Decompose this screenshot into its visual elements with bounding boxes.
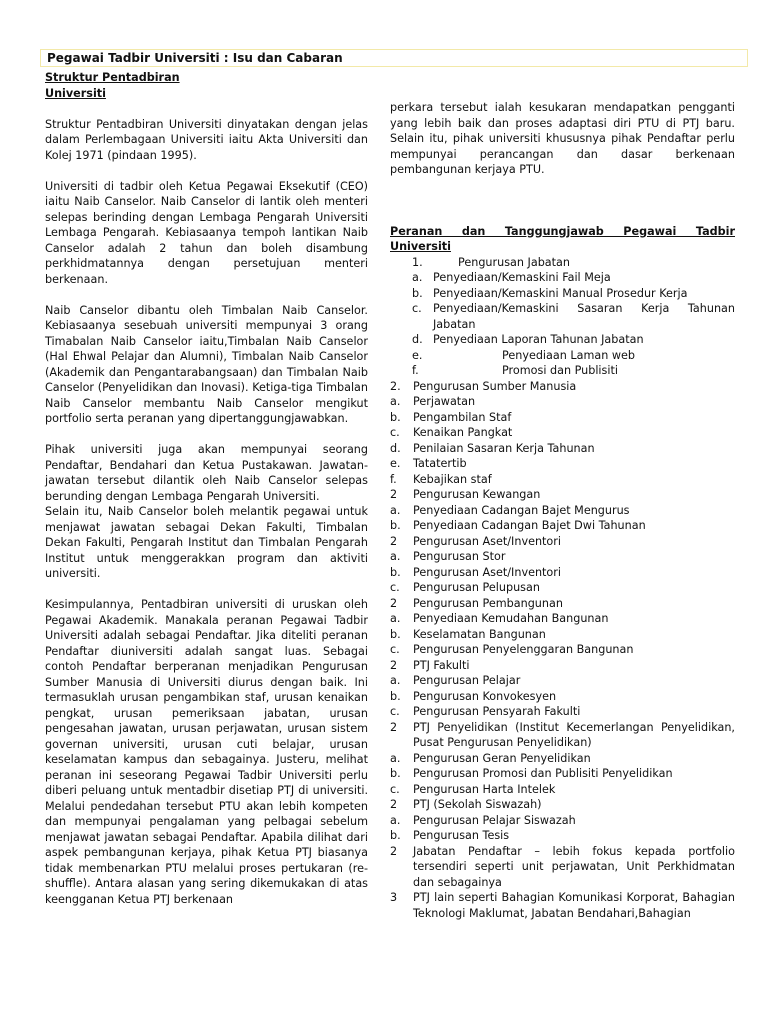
list-text: Pengurusan Pelajar Siswazah	[413, 813, 576, 827]
list-item	[390, 828, 735, 844]
list-text: Pengurusan Pelupusan	[413, 581, 540, 594]
list-item	[390, 534, 735, 550]
list-number: b.	[390, 829, 401, 842]
section-heading-structure	[45, 70, 368, 101]
paragraph-continuation: perkara tersebut ialah kesukaran mendapatkan pengganti yang lebih baik dan proses adaptasi diri PTU di PTJ baru. Selain itu, pihak universiti khususnya pihak Pendaftar perlu mempunyai perancangan dan dasar berkenaan pembangunan kerjaya PTU.	[390, 101, 735, 176]
list-number: 2	[390, 658, 398, 672]
list-text: Pengambilan Staf	[413, 410, 512, 424]
sub-list	[390, 270, 735, 379]
list-number: c.	[390, 426, 400, 439]
list-item	[390, 456, 735, 472]
list-item	[390, 844, 735, 891]
list-item	[390, 441, 735, 457]
list-text: Pengurusan Sumber Manusia	[413, 379, 577, 393]
list-text: Pengurusan Tesis	[413, 829, 510, 842]
list-number: 1.	[412, 255, 423, 269]
list-number: f.	[412, 364, 419, 377]
list-text: Pengurusan Harta Intelek	[413, 782, 556, 796]
list-item	[390, 425, 735, 441]
list-number: 2	[390, 844, 398, 858]
list-number: b.	[412, 286, 423, 300]
list-number: b.	[390, 627, 401, 641]
heading-line: Struktur Pentadbiran	[45, 71, 180, 84]
section-heading-roles: Peranan dan Tanggungjawab Pegawai Tadbir Universiti	[390, 224, 735, 253]
list-number: c.	[390, 643, 400, 656]
list-text: Keselamatan Bangunan	[413, 627, 546, 641]
list-item	[390, 751, 735, 767]
list-number: e.	[412, 348, 423, 362]
list-item	[390, 720, 735, 751]
list-item	[412, 286, 735, 302]
list-number: 2.	[390, 379, 401, 393]
paragraph: Naib Canselor dibantu oleh Timbalan Naib Canselor. Kebiasaanya sesebuah universiti mempunyai 3 orang Timabalan Naib Canselor iaitu,Timbalan Naib Canselor (Hal Ehwal Pelajar dan Alumni), Timbalan Naib Canselor (Akademik dan Pengantarabangsaan) dan Timbalan Naib Canselor (Penyelidikan dan Inovasi). Ketiga-tiga Timbalan Naib Canselor membantu Naib Canselor mengikut portfolio serta peranan yang dipertanggungjawabkan.	[45, 303, 368, 425]
list-item	[390, 782, 735, 798]
list-number: 2	[390, 596, 398, 610]
list-number: 2	[390, 720, 398, 734]
list-item	[390, 797, 735, 813]
list-item	[390, 673, 735, 689]
left-column	[45, 70, 368, 923]
list-text: PTJ Fakulti	[413, 658, 470, 672]
list-item	[390, 565, 735, 581]
list-text: Penyediaan Cadangan Bajet Dwi Tahunan	[413, 519, 646, 532]
list-item	[390, 394, 735, 410]
list-item	[412, 301, 735, 332]
list-item	[390, 410, 735, 426]
list-number: a.	[390, 503, 401, 517]
list-text: Kenaikan Pangkat	[413, 426, 513, 439]
list-number: 2	[390, 488, 398, 501]
list-number: c.	[412, 302, 422, 315]
list-text: Penilaian Sasaran Kerja Tahunan	[413, 441, 595, 455]
list-text: Penyediaan/Kemaskini Manual Prosedur Kerja	[433, 286, 688, 300]
list-text: Pengurusan Pensyarah Fakulti	[413, 705, 581, 718]
list-text: Pengurusan Konvokesyen	[413, 689, 557, 703]
list-text: Promosi dan Publisiti	[502, 364, 618, 377]
list-text: Pengurusan Kewangan	[413, 488, 541, 501]
list-number: 3	[390, 891, 398, 904]
list-item	[390, 611, 735, 627]
list-number: c.	[390, 705, 400, 718]
list-text: Pengurusan Stor	[413, 550, 506, 563]
list-number: e.	[390, 457, 401, 470]
list-item	[390, 642, 735, 658]
list-item	[412, 363, 735, 379]
list-text: Pengurusan Pembangunan	[413, 596, 563, 610]
list-item	[390, 890, 735, 921]
list-item	[412, 348, 735, 364]
list-number: d.	[390, 441, 401, 455]
list-text: Penyediaan Laporan Tahunan Jabatan	[433, 333, 644, 346]
paragraph: Selain itu, Naib Canselor boleh melantik pegawai untuk menjawat jawatan sebagai Dekan Fakulti, Timbalan Dekan Fakulti, Pengarah Institut dan Timbalan Pengarah Institut untuk menggerakkan program dan aktiviti universiti.	[45, 505, 368, 580]
list-number: a.	[412, 271, 423, 284]
list-number: a.	[390, 813, 401, 827]
list-number: f.	[390, 472, 397, 486]
list-number: b.	[390, 689, 401, 703]
list-text: Pengurusan Pelajar	[413, 674, 521, 687]
list-text: Pengurusan Promosi dan Publisiti Penyelidikan	[413, 767, 673, 780]
list-item	[390, 766, 735, 782]
list-number: a.	[390, 612, 401, 625]
list-text: PTJ Penyelidikan (Institut Kecemerlangan Penyelidikan, Pusat Pengurusan Penyelidikan)	[413, 720, 735, 749]
list-text: Tatatertib	[413, 457, 467, 470]
list-number: a.	[390, 395, 401, 408]
paragraph: Universiti di tadbir oleh Ketua Pegawai Eksekutif (CEO) iaitu Naib Canselor. Naib Canselor di lantik oleh menteri selepas berinding dengan Lembaga Pengarah Universiti Lembaga Pengarah. Kebiasaanya tempoh lantikan Naib Canselor adalah 2 tahun dan boleh disambung perkhidmatannya dengan persetujuan menteri berkenaan.	[45, 179, 368, 286]
list-text: Penyediaan Kemudahan Bangunan	[413, 612, 609, 625]
list-number: c.	[390, 782, 400, 796]
heading-line: Universiti	[45, 86, 106, 100]
list-item	[390, 487, 735, 503]
list-item	[390, 596, 735, 612]
list-text: Pengurusan Jabatan	[458, 255, 570, 269]
list-number: 2	[390, 534, 398, 548]
list-item	[390, 813, 735, 829]
list-text: Pengurusan Aset/Inventori	[413, 565, 561, 579]
list-item	[390, 518, 735, 534]
list-item	[390, 689, 735, 705]
list-text: Perjawatan	[413, 395, 476, 408]
list-text: Pengurusan Penyelenggaran Bangunan	[413, 643, 634, 656]
list-item	[390, 658, 735, 674]
list-item	[390, 580, 735, 596]
role-list	[390, 379, 735, 922]
list-number: b.	[390, 410, 401, 424]
list-text: Penyediaan Cadangan Bajet Mengurus	[413, 503, 630, 517]
list-item	[390, 704, 735, 720]
list-item	[390, 255, 735, 271]
list-text: Pengurusan Geran Penyelidikan	[413, 751, 591, 765]
list-number: a.	[390, 550, 401, 563]
paragraph: Struktur Pentadbiran Universiti dinyatakan dengan jelas dalam Perlembagaan Universiti iaitu Akta Universiti dan Kolej 1971 (pindaan 1995).	[45, 117, 368, 162]
list-item	[390, 549, 735, 565]
document-title: Pegawai Tadbir Universiti : Isu dan Cabaran	[47, 51, 343, 65]
list-number: d.	[412, 333, 423, 346]
list-number: a.	[390, 674, 401, 687]
right-column	[390, 100, 735, 921]
list-item	[390, 472, 735, 488]
list-text: PTJ lain seperti Bahagian Komunikasi Korporat, Bahagian Teknologi Maklumat, Jabatan Bendahari,Bahagian	[413, 891, 735, 920]
list-number: b.	[390, 519, 401, 532]
list-text: Kebajikan staf	[413, 472, 492, 486]
list-item	[390, 503, 735, 519]
list-item	[412, 332, 735, 348]
list-number: 2	[390, 798, 398, 811]
list-text: Jabatan Pendaftar – lebih fokus kepada portfolio tersendiri seperti unit perjawatan, Unit Perkhidmatan dan sebagainya	[413, 844, 735, 889]
list-number: b.	[390, 565, 401, 579]
list-item	[412, 270, 735, 286]
list-text: Pengurusan Aset/Inventori	[413, 534, 561, 548]
paragraph: Kesimpulannya, Pentadbiran universiti di uruskan oleh Pegawai Akademik. Manakala peranan Pegawai Tadbir Universiti adalah sebagai Pendaftar. Jika diteliti peranan Pendaftar diuniversiti adalah sangat luas. Sebagai contoh Pendaftar berperanan menjadikan Pengurusan Sumber Manusia di Universiti diurus dengan baik. Ini termasuklah urusan pengambikan staf, urusan kenaikan pengkat, urusan pemeriksaan jabatan, urusan pengesahan jawatan, urusan perjawatan, urusan sistem governan universiti, urusan cuti belajar, urusan keselamatan kampus dan sebagainya. Justeru, melihat peranan ini seseorang Pegawai Tadbir Universiti perlu diberi peluang untuk mentadbir disetiap PTJ di universiti. Melalui pendedahan tersebut PTU akan lebih kompeten dan mempunyai pengalaman yang pelbagai sebelum menjawat jawatan sebagai Pendaftar. Apabila dilihat dari aspek pembangunan kerjaya, pihak Ketua PTJ biasanya tidak membenarkan PTU melalui proses pertukaran (re-shuffle). Antara alasan yang sering dikemukakan di atas keengganan Ketua PTJ berkenaan	[45, 598, 368, 906]
list-number: b.	[390, 767, 401, 780]
list-text: PTJ (Sekolah Siswazah)	[413, 798, 542, 811]
paragraph: Pihak universiti juga akan mempunyai seorang Pendaftar, Bendahari dan Ketua Pustakawan. Jawatan-jawatan tersebut dilantik oleh Naib Canselor selepas berunding dengan Lembaga Pengarah Universiti.	[45, 443, 368, 503]
list-item	[390, 627, 735, 643]
list-number: c.	[390, 581, 400, 594]
list-number: a.	[390, 751, 401, 765]
list-text: Penyediaan Laman web	[502, 348, 636, 362]
list-text: Penyediaan/Kemaskini Sasaran Kerja Tahunan Jabatan	[433, 302, 735, 331]
list-text: Penyediaan/Kemaskini Fail Meja	[433, 271, 611, 284]
list-item	[390, 379, 735, 395]
